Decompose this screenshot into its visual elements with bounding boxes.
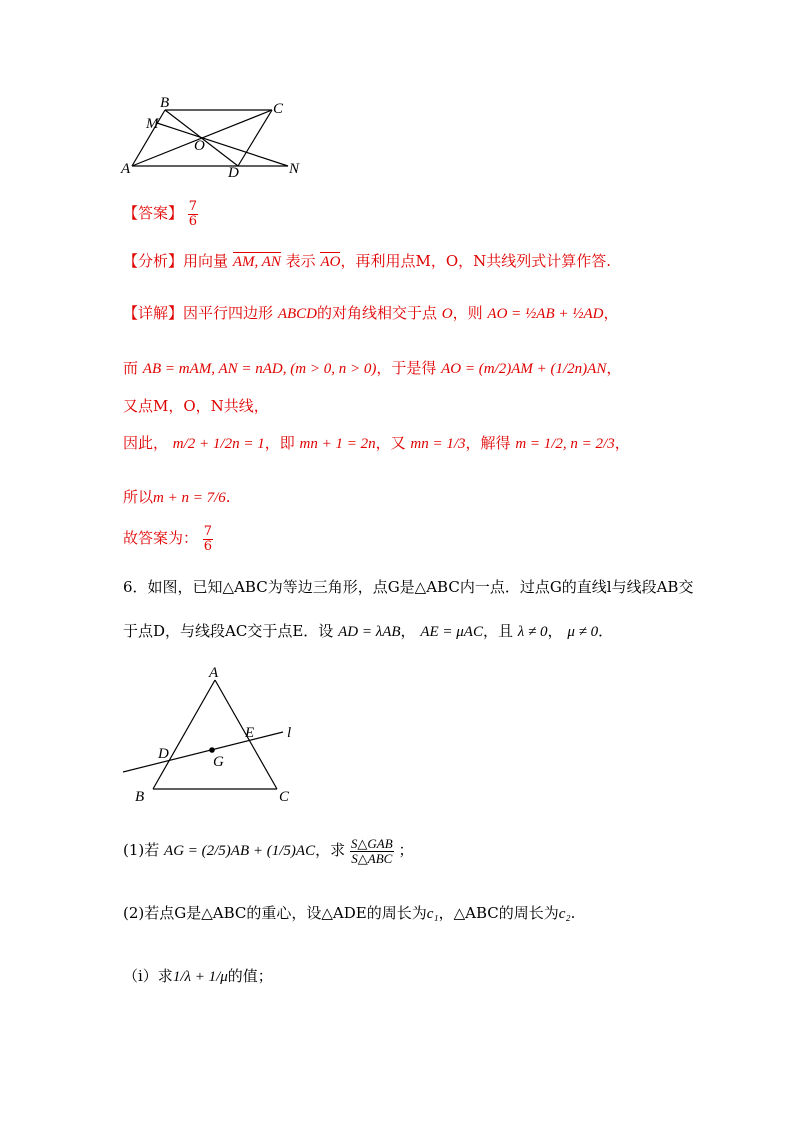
q6-line-2: 于点D，与线段AC交于点E．设 AD = λAB， AE = μAC，且 λ ≠ 0， μ ≠ 0．	[123, 622, 614, 640]
detail-line-2: 而 AB = mAM, AN = nAD, (m > 0, n > 0)，于是得 AO = (m/2)AM + (1/2n)AN，	[123, 359, 622, 377]
label-g: G	[213, 754, 224, 770]
edge-ab	[153, 680, 215, 789]
answer-line	[123, 200, 198, 228]
label-c: C	[279, 789, 290, 805]
label-d: D	[228, 165, 239, 181]
detail-eq-2: AB = mAM, AN = nAD, (m > 0, n > 0)	[142, 361, 377, 377]
line-l	[123, 732, 283, 772]
analysis-vectors: AM, AN	[232, 254, 281, 270]
parallelogram-figure	[110, 95, 320, 185]
label-n: N	[289, 161, 300, 177]
label-c: C	[273, 101, 284, 117]
detail-tag: 【详解】	[123, 304, 184, 322]
edge-cd	[238, 110, 272, 166]
label-a: A	[121, 161, 131, 177]
label-o: O	[194, 138, 205, 154]
label-e: E	[245, 725, 255, 741]
label-d: D	[158, 746, 169, 762]
answer-fraction: $\frac{7}{6}$	[188, 199, 198, 229]
q6-part-2-i: （i）求1/λ + 1/μ的值；	[123, 967, 273, 985]
triangle-figure	[115, 665, 315, 805]
final-fraction: $\frac{7}{6}$	[203, 524, 213, 554]
detail-line-1: 【详解】因平行四边形 ABCD的对角线相交于点 O，则 AO = ½AB + ½AD，	[123, 304, 619, 322]
label-b: B	[135, 789, 145, 805]
detail-eq-1: AO = ½AB + ½AD	[487, 306, 604, 322]
detail-line-5: 所以m + n = 7/6.	[123, 488, 231, 506]
analysis-tag: 【分析】	[123, 252, 184, 270]
detail-line-4: 因此， m/2 + 1/2n = 1，即 mn + 1 = 2n，又 mn = 1/3，解得 m = 1/2, n = 2/3，	[123, 434, 630, 452]
analysis-vector-ao: AO	[320, 254, 341, 270]
label-l: l	[287, 725, 292, 741]
q6-part-2: (2)若点G是△ABC的重心，设△ADE的周长为c₁，△ABC的周长为c₂.	[123, 904, 576, 922]
label-m: M	[146, 116, 159, 132]
label-a: A	[209, 665, 219, 681]
detail-eq-3: AO = (m/2)AM + (1/2n)AN	[441, 361, 607, 377]
label-b: B	[160, 95, 170, 111]
detail-line-6: 故答案为： $\frac{7}{6}$	[123, 524, 213, 554]
analysis-line: 【分析】用向量 AM, AN 表示 AO，再利用点M，O，N共线列式计算作答.	[123, 252, 612, 270]
answer-tag: 【答案】	[123, 204, 184, 223]
point-g	[209, 747, 215, 753]
q6-line-1: 6．如图，已知△ABC为等边三角形，点G是△ABC内一点．过点G的直线l与线段AB交	[123, 578, 694, 596]
q6-part-1: (1)若 AG = (2/5)AB + (1/5)AC，求 $\frac{\text{S△GAB}}{\text{S△ABC}}$ ；	[123, 836, 414, 866]
area-ratio: $\frac{\text{S△GAB}}{\text{S△ABC}}$	[350, 836, 393, 866]
detail-line-3: 又点M，O，N共线，	[123, 397, 269, 415]
